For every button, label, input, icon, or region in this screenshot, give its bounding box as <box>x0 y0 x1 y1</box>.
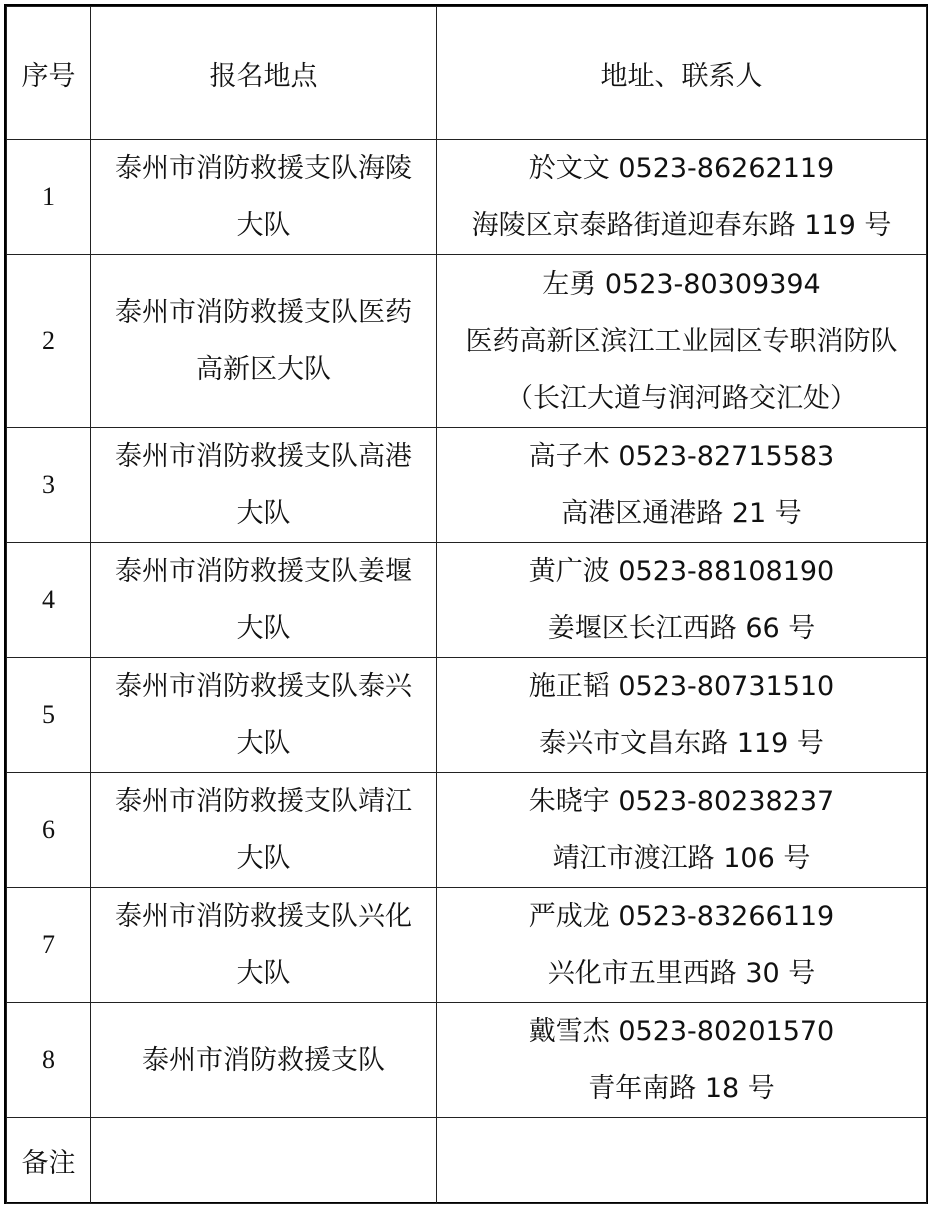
row-address <box>437 773 927 888</box>
row-location <box>91 428 437 543</box>
row-index: 2 <box>7 255 91 428</box>
location-line: 泰州市消防救援支队泰兴 <box>115 671 412 702</box>
address-line: 海陵区京泰路街道迎春东路 119 号 <box>471 210 892 241</box>
address-line: （长江大道与润河路交汇处） <box>506 382 857 414</box>
table-row <box>7 140 927 255</box>
location-line: 泰州市消防救援支队高港 <box>115 441 412 472</box>
row-address <box>437 658 927 773</box>
location-line: 泰州市消防救援支队海陵 <box>115 153 412 184</box>
contact-line: 黄广波 0523-88108190 <box>528 556 835 587</box>
row-index: 8 <box>7 1003 91 1118</box>
row-address <box>437 543 927 658</box>
row-address <box>437 428 927 543</box>
location-line: 泰州市消防救援支队姜堰 <box>115 556 412 587</box>
contact-line: 於文文 0523-86262119 <box>528 153 835 184</box>
table-row <box>7 255 927 428</box>
contact-line: 朱晓宇 0523-80238237 <box>528 786 835 817</box>
contact-line: 高子木 0523-82715583 <box>528 441 835 472</box>
address-line: 兴化市五里西路 30 号 <box>547 958 816 989</box>
row-location <box>91 1003 437 1118</box>
document-page <box>4 4 928 1204</box>
table-row <box>7 888 927 1003</box>
location-line: 大队 <box>236 958 291 989</box>
address-line: 靖江市渡江路 106 号 <box>552 843 811 874</box>
location-line: 泰州市消防救援支队 <box>142 1044 385 1076</box>
row-location <box>91 658 437 773</box>
row-location <box>91 773 437 888</box>
row-index: 6 <box>7 773 91 888</box>
row-location <box>91 543 437 658</box>
row-address <box>437 255 927 428</box>
row-address <box>437 140 927 255</box>
location-line: 大队 <box>236 843 291 874</box>
table-row <box>7 543 927 658</box>
contact-line: 戴雪杰 0523-80201570 <box>528 1016 835 1047</box>
location-line: 大队 <box>236 728 291 759</box>
row-location <box>91 888 437 1003</box>
row-index: 3 <box>7 428 91 543</box>
table-row <box>7 1003 927 1118</box>
location-line: 泰州市消防救援支队兴化 <box>115 901 412 932</box>
row-address <box>437 1003 927 1118</box>
header-index: 序号 <box>7 7 91 140</box>
table-row <box>7 428 927 543</box>
row-index: 5 <box>7 658 91 773</box>
location-line: 高新区大队 <box>196 354 331 385</box>
remark-row <box>7 1118 927 1204</box>
location-line: 大队 <box>236 613 291 644</box>
address-line: 姜堰区长江西路 66 号 <box>547 613 816 644</box>
table-row <box>7 658 927 773</box>
row-location <box>91 140 437 255</box>
remark-label: 备注 <box>7 1118 91 1204</box>
row-location <box>91 255 437 428</box>
address-line: 青年南路 18 号 <box>588 1073 775 1104</box>
row-index: 1 <box>7 140 91 255</box>
header-location: 报名地点 <box>91 7 437 140</box>
table-body <box>7 140 927 1204</box>
header-address: 地址、联系人 <box>437 7 927 140</box>
contact-line: 严成龙 0523-83266119 <box>528 901 835 932</box>
table-row <box>7 773 927 888</box>
address-line: 高港区通港路 21 号 <box>561 498 802 529</box>
contact-line: 施正韬 0523-80731510 <box>528 671 835 702</box>
location-line: 大队 <box>236 210 291 241</box>
address-line: 泰兴市文昌东路 119 号 <box>539 728 824 759</box>
location-line: 大队 <box>236 498 291 529</box>
row-index: 7 <box>7 888 91 1003</box>
remark-location <box>91 1118 437 1204</box>
location-line: 泰州市消防救援支队医药 <box>115 297 412 328</box>
registration-table <box>6 6 927 1204</box>
address-line: 医药高新区滨江工业园区专职消防队 <box>465 325 898 357</box>
row-address <box>437 888 927 1003</box>
remark-address <box>437 1118 927 1204</box>
location-line: 泰州市消防救援支队靖江 <box>115 786 412 817</box>
header-row <box>7 7 927 140</box>
contact-line: 左勇 0523-80309394 <box>542 268 821 300</box>
row-index: 4 <box>7 543 91 658</box>
